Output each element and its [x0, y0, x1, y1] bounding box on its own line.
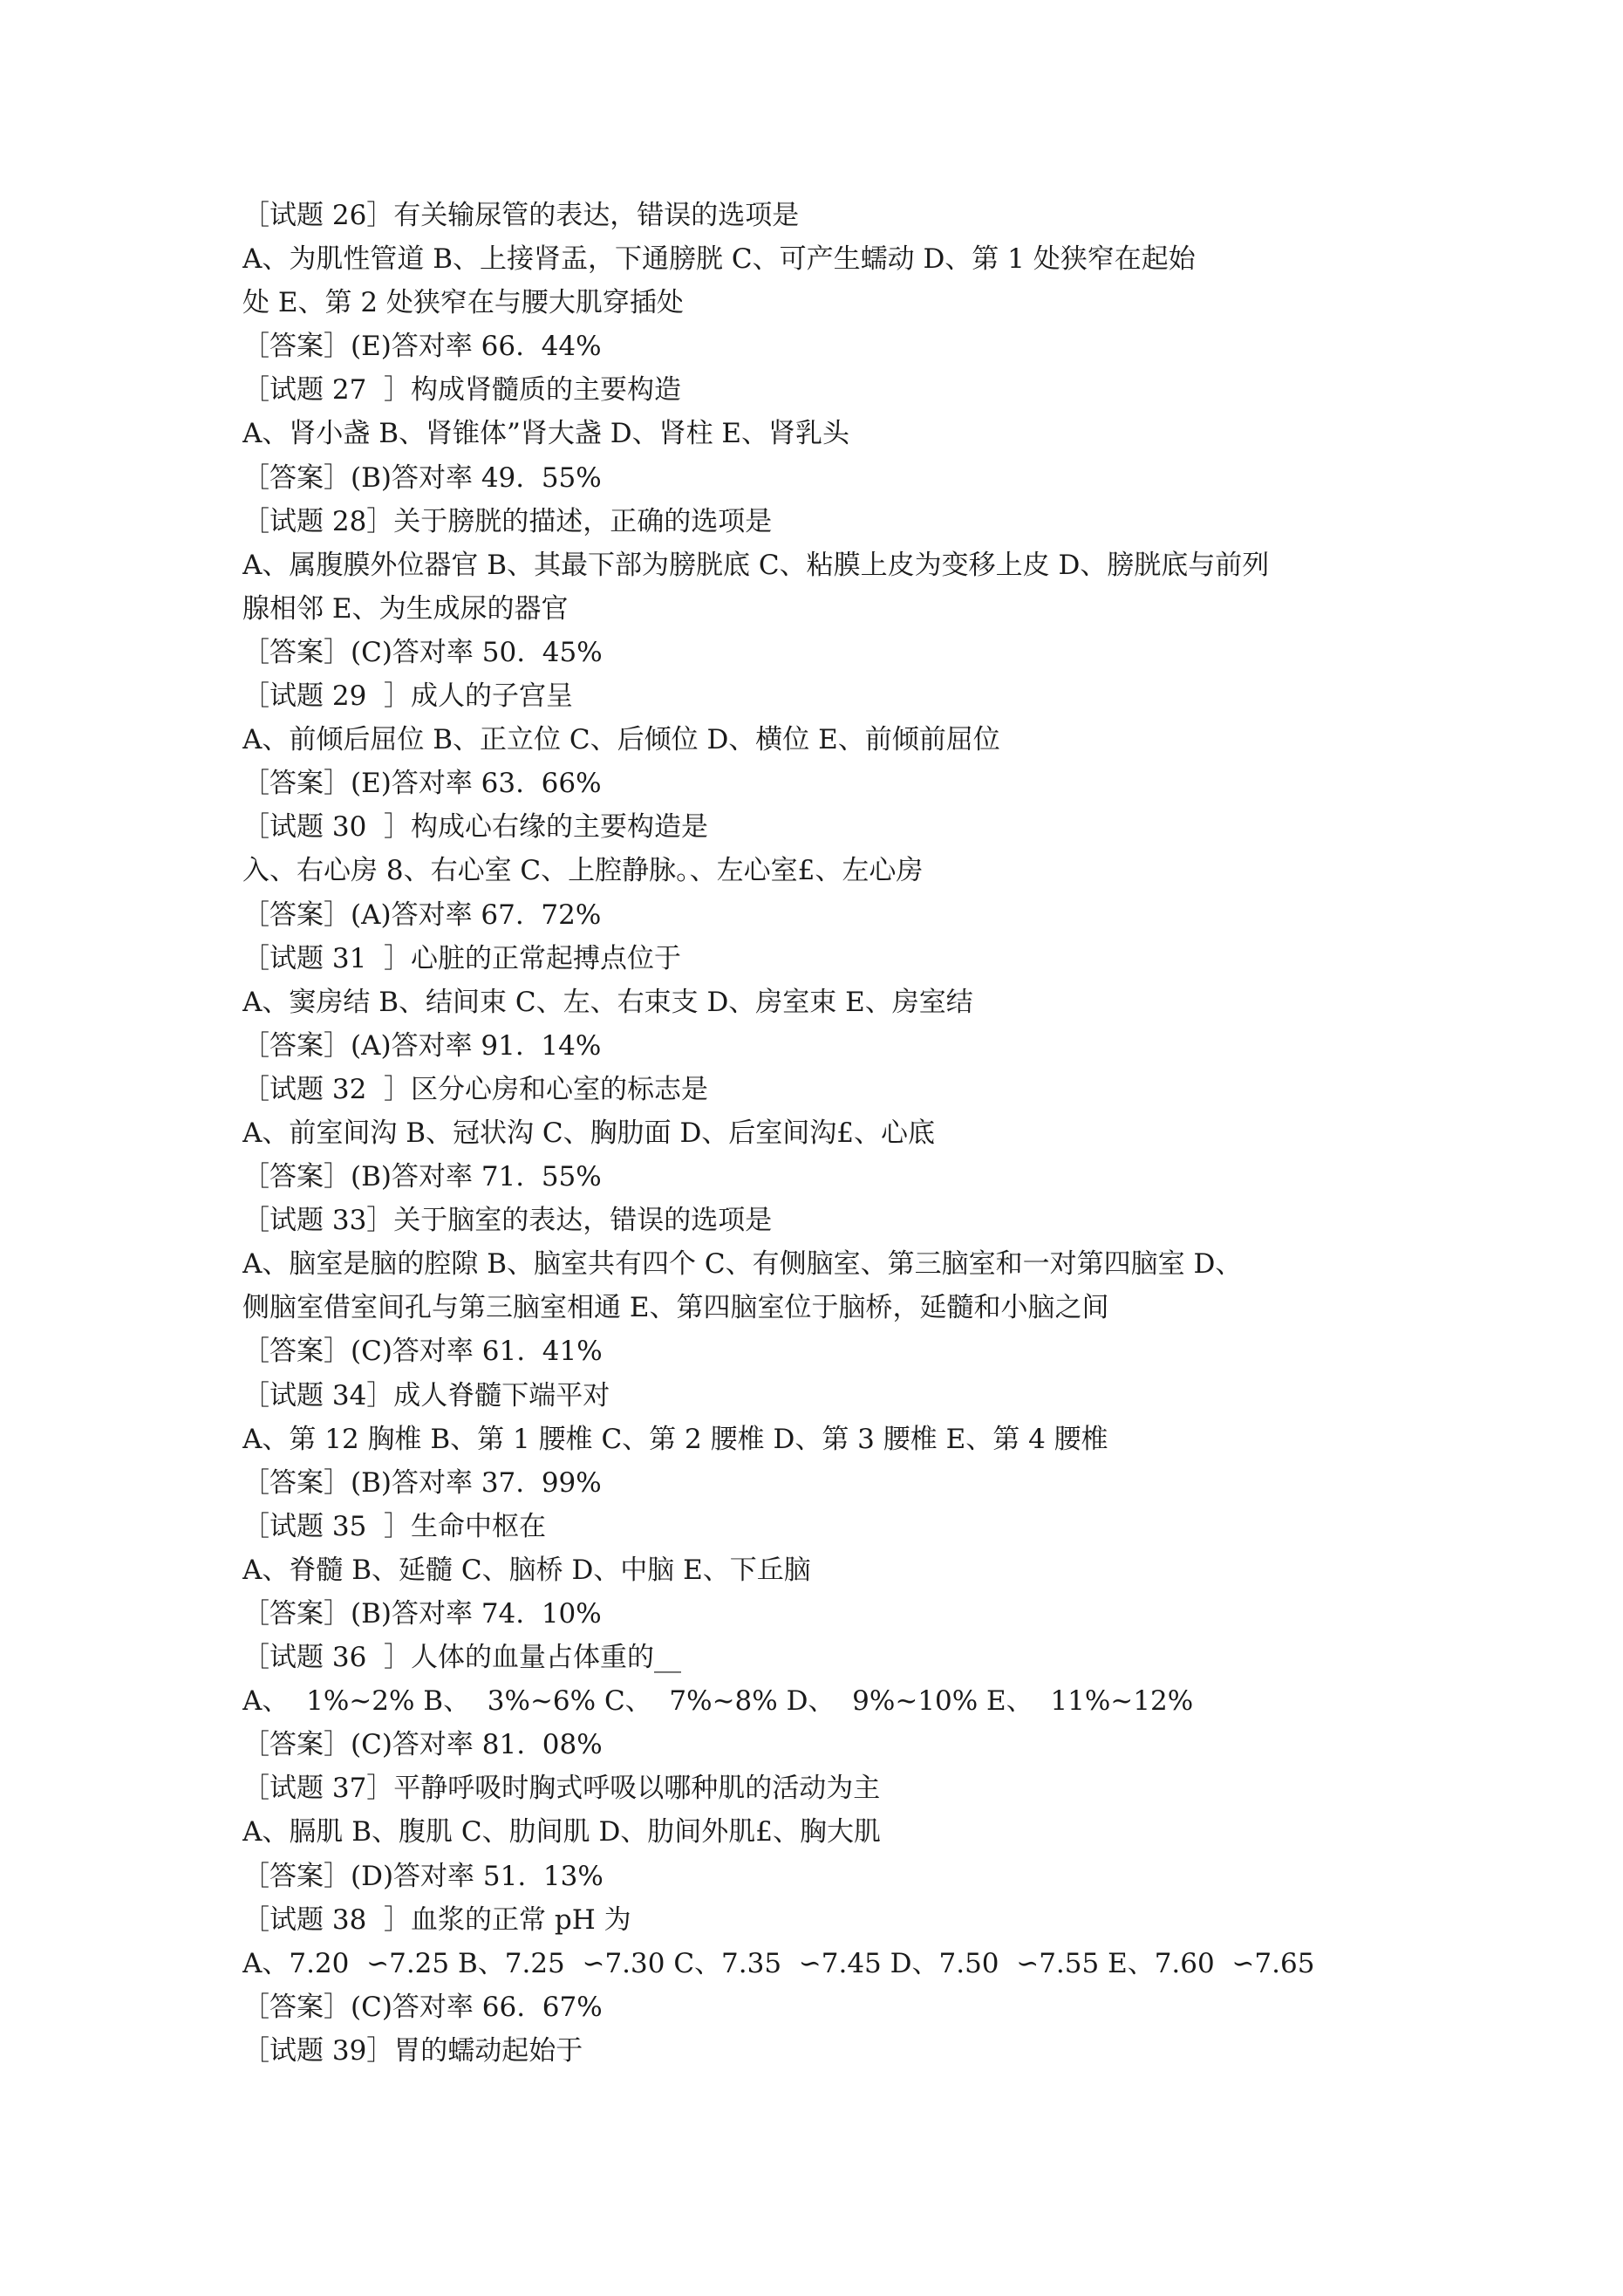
text-line: ［答案］(E)答对率 66. 44%: [242, 331, 602, 363]
text-line: ［答案］(C)答对率 50. 45%: [242, 636, 603, 668]
text-line: ［答案］(C)答对率 61. 41%: [242, 1336, 603, 1368]
text-line: 腺相邻 E、为生成尿的器官: [242, 592, 569, 625]
text-line: A、肾小盏 B、肾锥体”肾大盏 D、肾柱 E、肾乳头: [242, 418, 850, 450]
text-line: A、膈肌 B、腹肌 C、肋间肌 D、肋间外肌£、胸大肌: [242, 1816, 882, 1848]
text-line: ［答案］(A)答对率 67. 72%: [242, 899, 602, 931]
text-line: ［答案］(C)答对率 66. 67%: [242, 1991, 603, 2023]
text-line: A、脑室是脑的腔隙 B、脑室共有四个 C、有侧脑室、第三脑室和一对第四脑室 D、: [242, 1248, 1243, 1281]
text-line: ［试题 32 ］区分心房和心室的标志是: [242, 1073, 709, 1105]
text-line: 侧脑室借室间孔与第三脑室相通 E、第四脑室位于脑桥，延髓和小脑之间: [242, 1292, 1109, 1324]
text-line: ［试题 27 ］构成肾髓质的主要构造: [242, 374, 682, 407]
text-line: 入、右心房 8、右心室 C、上腔静脉。、左心室£、左心房: [242, 855, 924, 887]
text-line: ［答案］(A)答对率 91. 14%: [242, 1029, 602, 1062]
text-line: ［答案］(C)答对率 81. 08%: [242, 1729, 603, 1761]
text-line: A、前倾后屈位 B、正立位 C、后倾位 D、横位 E、前倾前屈位: [242, 724, 1000, 756]
text-line: A、第 12 胸椎 B、第 1 腰椎 C、第 2 腰椎 D、第 3 腰椎 E、第 4 腰椎: [242, 1423, 1108, 1455]
text-line: ［试题 37］平静呼吸时胸式呼吸以哪种肌的活动为主: [242, 1773, 881, 1805]
text-line: ［答案］(E)答对率 63. 66%: [242, 768, 602, 800]
text-line: A、7.20 ∽7.25 B、7.25 ∽7.30 C、7.35 ∽7.45 D、7.50 ∽7.55 E、7.60 ∽7.65: [242, 1947, 1315, 1979]
text-line: ［试题 38 ］血浆的正常 pH 为: [242, 1903, 631, 1936]
text-line: ［试题 33］关于脑室的表达，错误的选项是: [242, 1205, 773, 1237]
text-line: ［试题 34］成人脊髓下端平对: [242, 1379, 610, 1411]
text-line: ［试题 31 ］心脏的正常起搏点位于: [242, 942, 682, 974]
text-line: A、属腹膜外位器官 B、其最下部为膀胱底 C、粘膜上皮为变移上皮 D、膀胱底与前列: [242, 549, 1270, 581]
text-line: ［答案］(B)答对率 37. 99%: [242, 1466, 602, 1499]
document-body: [242, 194, 1411, 2073]
text-line: A、窦房结 B、结间束 C、左、右束支 D、房室束 E、房室结: [242, 986, 973, 1018]
text-line: ［试题 35 ］生命中枢在: [242, 1510, 547, 1542]
text-line: A、脊髓 B、延髓 C、脑桥 D、中脑 E、下丘脑: [242, 1554, 811, 1586]
text-line: A、 1%~2% B、 3%~6% C、 7%~8% D、 9%~10% E、 11%~12%: [242, 1685, 1194, 1718]
text-line: ［试题 28］关于膀胱的描述，正确的选项是: [242, 505, 773, 537]
text-line: ［试题 30 ］构成心右缘的主要构造是: [242, 811, 709, 844]
text-line: ［试题 39］胃的蠕动起始于: [242, 2034, 583, 2067]
text-line: ［答案］(B)答对率 74. 10%: [242, 1598, 602, 1630]
text-line: ［答案］(B)答对率 49. 55%: [242, 461, 602, 494]
text-line: ［试题 26］有关输尿管的表达，错误的选项是: [242, 200, 800, 231]
text-line: ［答案］(D)答对率 51. 13%: [242, 1860, 604, 1892]
text-line: A、前室间沟 B、冠状沟 C、胸肋面 D、后室间沟£、心底: [242, 1117, 936, 1149]
text-line: 处 E、第 2 处狭窄在与腰大肌穿插处: [242, 287, 684, 319]
text-line: ［试题 36 ］人体的血量占体重的__: [242, 1642, 682, 1674]
text-line: ［试题 29 ］成人的子宫呈: [242, 680, 574, 713]
text-line: A、为肌性管道 B、上接肾盂，下通膀胱 C、可产生蠕动 D、第 1 处狭窄在起始: [242, 243, 1196, 276]
text-line: ［答案］(B)答对率 71. 55%: [242, 1161, 602, 1193]
